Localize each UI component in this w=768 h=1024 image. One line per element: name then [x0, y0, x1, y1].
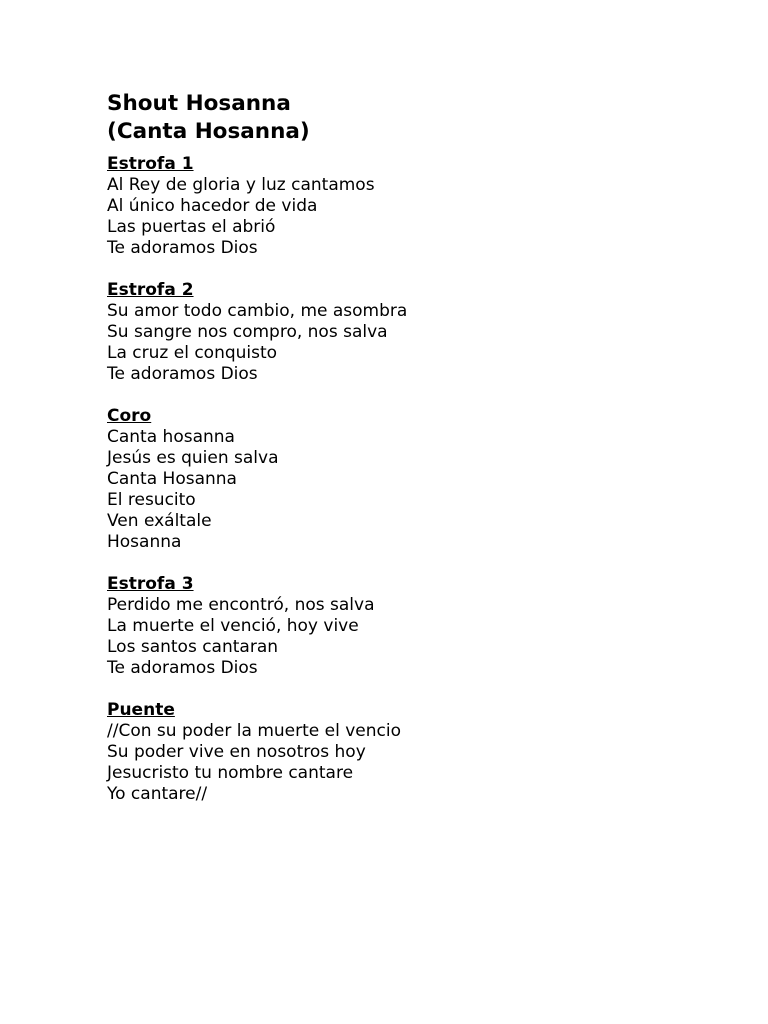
lyric-line: Yo cantare// [107, 784, 208, 804]
lyric-line: La muerte el venció, hoy vive [107, 616, 359, 636]
section-heading: Puente [107, 700, 175, 720]
lyric-line: Perdido me encontró, nos salva [107, 595, 375, 615]
lyric-line: Te adoramos Dios [107, 238, 258, 258]
song-title [107, 90, 727, 146]
lyric-line: Te adoramos Dios [107, 364, 258, 384]
section-heading: Coro [107, 406, 152, 426]
section-coro [107, 406, 727, 553]
lyric-line: Al Rey de gloria y luz cantamos [107, 175, 375, 195]
lyric-line: Jesús es quien salva [107, 448, 279, 468]
section-heading: Estrofa 1 [107, 154, 194, 174]
song-title-line: Shout Hosanna [107, 91, 291, 116]
document-page [107, 90, 727, 826]
lyric-line: Los santos cantaran [107, 637, 279, 657]
lyric-line: Hosanna [107, 532, 182, 552]
section-heading: Estrofa 2 [107, 280, 194, 300]
lyric-line: Su sangre nos compro, nos salva [107, 322, 388, 342]
section-estrofa-2 [107, 280, 727, 385]
lyric-line: //Con su poder la muerte el vencio [107, 721, 401, 741]
song-subtitle-line: (Canta Hosanna) [107, 119, 310, 144]
lyric-line: Al único hacedor de vida [107, 196, 318, 216]
lyric-line: Te adoramos Dios [107, 658, 258, 678]
lyric-line: Canta hosanna [107, 427, 235, 447]
section-estrofa-1 [107, 154, 727, 259]
section-heading: Estrofa 3 [107, 574, 194, 594]
lyric-line: Jesucristo tu nombre cantare [107, 763, 354, 783]
lyric-line: El resucito [107, 490, 196, 510]
lyric-line: Su amor todo cambio, me asombra [107, 301, 408, 321]
section-puente [107, 700, 727, 805]
lyric-line: Canta Hosanna [107, 469, 237, 489]
lyric-line: Ven exáltale [107, 511, 212, 531]
lyric-line: Su poder vive en nosotros hoy [107, 742, 366, 762]
section-estrofa-3 [107, 574, 727, 679]
lyric-line: Las puertas el abrió [107, 217, 276, 237]
lyric-line: La cruz el conquisto [107, 343, 278, 363]
